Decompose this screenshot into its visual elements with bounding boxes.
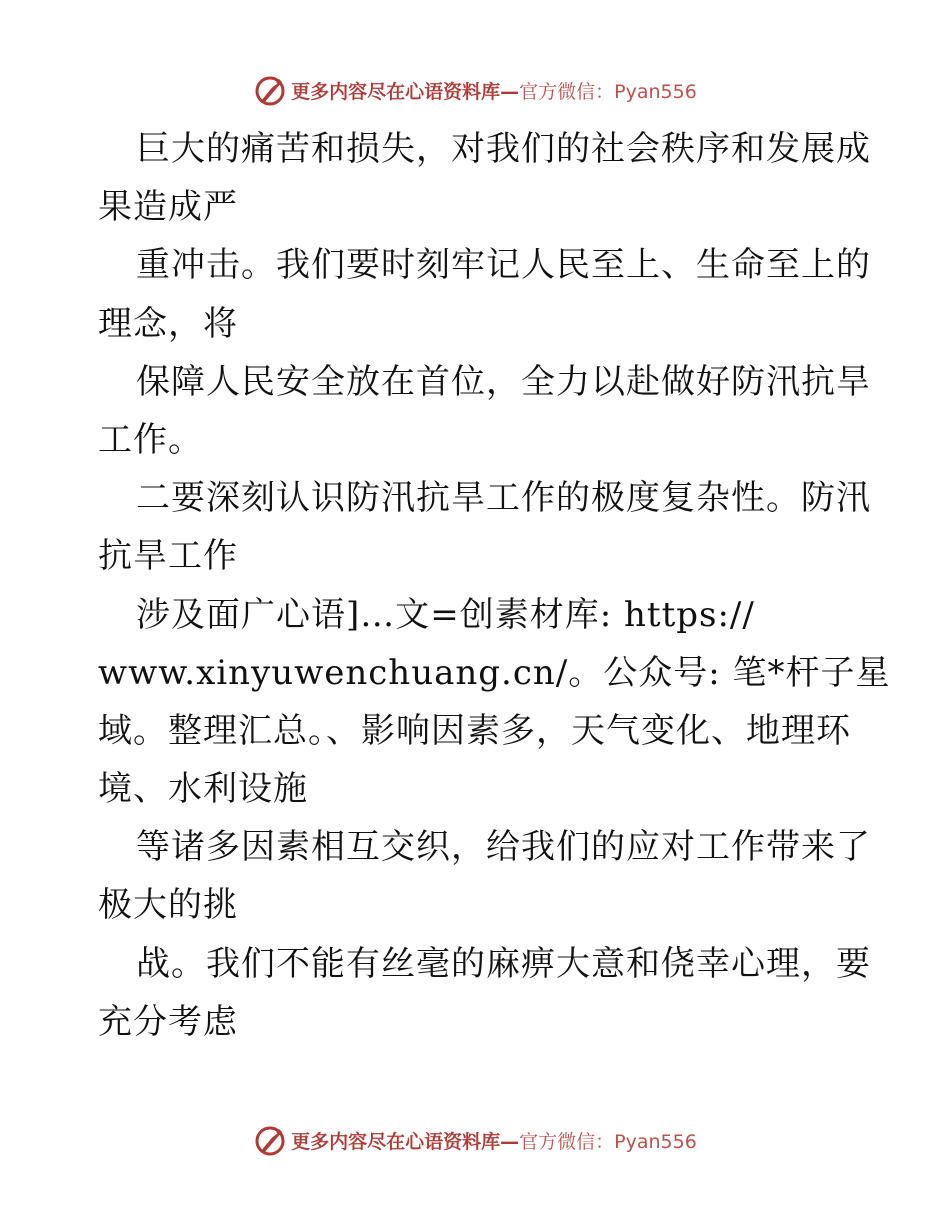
text-line: 理念，将: [98, 303, 238, 344]
footer-banner-text: 更多内容尽在心语资料库—官方微信：Pyan556: [291, 1130, 697, 1153]
footer-banner: [0, 1120, 950, 1160]
header-banner: [0, 70, 950, 110]
text-line: 保障人民安全放在首位，全力以赴做好防汛抗旱: [136, 361, 871, 402]
text-line: 战。我们不能有丝毫的麻痹大意和侥幸心理，要: [136, 943, 871, 984]
text-line: 涉及面广心语]…文=创素材库: https://: [136, 594, 755, 635]
text-line: 二要深刻认识防汛抗旱工作的极度复杂性。防汛: [136, 478, 871, 519]
text-line: 巨大的痛苦和损失，对我们的社会秩序和发展成: [136, 129, 871, 169]
text-line: 充分考虑: [98, 1001, 238, 1042]
text-line: 域。整理汇总。、影响因素多，天气变化、地理环: [98, 710, 851, 751]
body-text: [98, 120, 891, 1051]
text-line: 工作。: [98, 419, 203, 460]
text-line: 境、水利设施: [98, 769, 308, 810]
header-wechat-label: 官方微信：Pyan556: [519, 80, 697, 103]
text-line: 重冲击。我们要时刻牢记人民至上、生命至上的: [136, 245, 871, 286]
header-banner-text: 更多内容尽在心语资料库—官方微信：Pyan556: [291, 80, 697, 103]
quill-logo-icon: [253, 1123, 287, 1157]
text-line: 抗旱工作: [98, 536, 238, 577]
text-line: 极大的挑: [98, 885, 238, 926]
text-line: 果造成严: [98, 187, 238, 228]
text-line: www.xinyuwenchuang.cn/。公众号: 笔*杆子星: [98, 652, 891, 693]
quill-logo-icon: [253, 73, 287, 107]
text-line: 等诸多因素相互交织，给我们的应对工作带来了: [136, 827, 871, 868]
footer-wechat-label: 官方微信：Pyan556: [519, 1130, 697, 1153]
